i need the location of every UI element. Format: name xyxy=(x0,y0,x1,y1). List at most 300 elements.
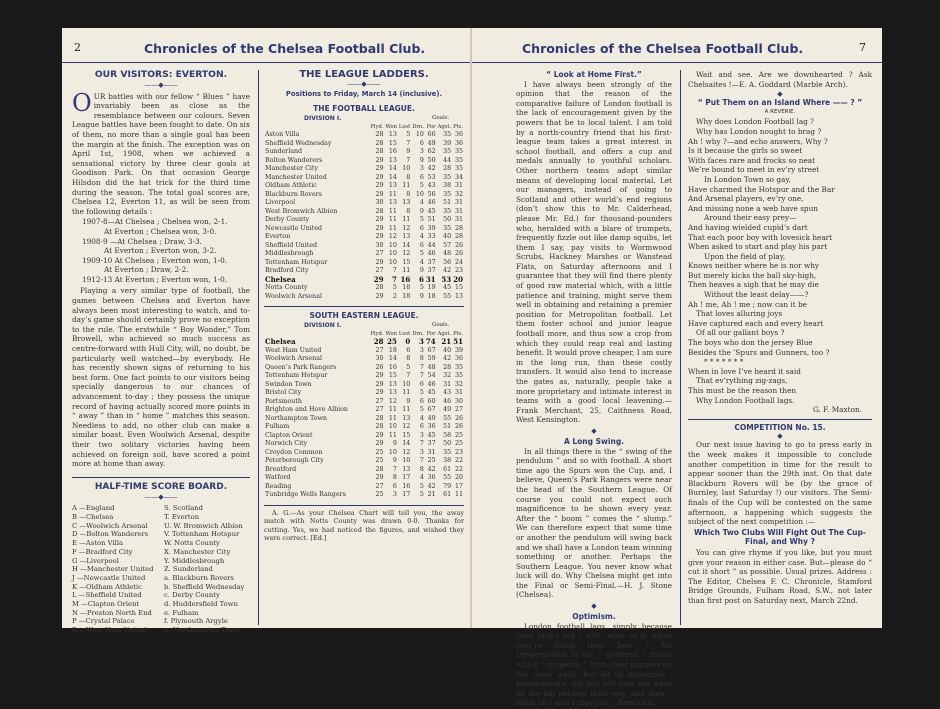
sel-row xyxy=(264,483,464,492)
sel-cell: 28 xyxy=(373,337,384,347)
poem-line: Besides the ’Spurs and Gunners, too ? xyxy=(688,347,830,357)
ht-left-item: G —Liverpool xyxy=(72,556,119,565)
fl-cell: 66 xyxy=(427,131,436,139)
poem-line: That loves alluring joys xyxy=(696,309,783,319)
left-running-head xyxy=(62,38,472,60)
fl-cell: 5 xyxy=(419,216,424,224)
sel-header-cell: Drn. xyxy=(412,330,424,337)
sel-cell: 6 xyxy=(419,423,424,431)
fl-cell: 15 xyxy=(388,139,397,147)
ht-right-item: g. Northampton Town xyxy=(164,626,240,635)
ht-left-item: D —Bolton Wanderers xyxy=(72,530,149,539)
fl-cell: 8 xyxy=(406,190,411,198)
right-column-divider xyxy=(680,70,681,625)
sel-cell: 36 xyxy=(427,474,436,482)
fl-cell: 30 xyxy=(375,241,384,249)
fl-cell: 10 xyxy=(388,258,397,266)
fl-cell: 2 xyxy=(392,292,397,300)
sel-team: Norwich City xyxy=(265,440,308,448)
fl-cell: 29 xyxy=(375,292,384,300)
sel-cell: 9 xyxy=(392,440,397,448)
fl-cell: 29 xyxy=(375,233,384,241)
sel-team: Fulham xyxy=(265,423,290,431)
optimism-ornament: ◆ xyxy=(591,602,597,611)
fl-cell: 28 xyxy=(375,284,384,292)
sel-team: Chelsea xyxy=(265,337,296,347)
sel-cell: 13 xyxy=(388,380,397,388)
fl-cell: 8 xyxy=(406,173,411,181)
poem-line: Upon the field of play, xyxy=(704,251,786,261)
fl-team: Everton xyxy=(265,233,291,241)
note-rule xyxy=(264,505,464,506)
fl-row xyxy=(264,182,464,191)
fl-row xyxy=(264,208,464,217)
sel-team: West Ham United xyxy=(265,346,322,354)
sel-header-cell: Agst. xyxy=(437,330,452,337)
south-eastern-subhead xyxy=(264,321,464,330)
fl-cell: 36 xyxy=(454,139,463,147)
ht-left-item: N —Preston North End xyxy=(72,608,152,617)
sel-cell: 6 xyxy=(406,346,411,354)
fl-cell: 35 xyxy=(443,148,452,156)
poem-line: Why has London nought to brag ? xyxy=(696,126,822,136)
fl-cell: 7 xyxy=(406,139,411,147)
poem-lines xyxy=(688,117,872,405)
sel-cell: 29 xyxy=(375,380,384,388)
fl-cell: 10 xyxy=(388,241,397,249)
sel-cell: 6 xyxy=(419,397,424,405)
fl-goals-label: Goals. xyxy=(432,114,450,121)
letters-column xyxy=(516,68,672,709)
sel-cell: 3 xyxy=(419,448,424,456)
fl-cell: 29 xyxy=(375,216,384,224)
fl-cell: 27 xyxy=(375,250,384,258)
fl-cell: 50 xyxy=(443,216,452,224)
right-running-head xyxy=(472,38,882,60)
poem-line: Why London Football lags. xyxy=(696,395,795,405)
sel-row xyxy=(264,347,464,356)
fl-cell: 13 xyxy=(388,182,397,190)
sel-cell: 39 xyxy=(454,346,463,354)
fl-cell: 35 xyxy=(443,173,452,181)
competition-body2: You can give rhyme if you like, but you must give your reason in either case. But—please do “ cut it short ” as possible. Usual prizes. Address : The Editor, Chelsea F. C. Chronicle, Stamford Bridge Grounds, Fulham Road, S.W., not later than first post on Saturday next, March 22nd. xyxy=(688,547,872,605)
sel-cell: 58 xyxy=(443,431,452,439)
fl-team: Blackburn Rovers xyxy=(265,190,322,198)
sel-cell: 31 xyxy=(427,448,436,456)
sel-team: Woolwich Arsenal xyxy=(265,355,322,363)
fl-cell: 29 xyxy=(375,182,384,190)
ht-right-item: U. W. Bromwich Albion xyxy=(164,521,243,530)
sel-cell: 61 xyxy=(443,465,452,473)
sel-cell: 37 xyxy=(427,440,436,448)
sel-cell: 31 xyxy=(454,389,463,397)
sel-cell: 28 xyxy=(375,414,384,422)
sel-cell: 18 xyxy=(388,346,397,354)
left-header-rule xyxy=(62,62,472,63)
fl-cell: 46 xyxy=(427,250,436,258)
sel-cell: 21 xyxy=(427,491,436,499)
fl-cell: 18 xyxy=(427,292,436,300)
fl-cell: 13 xyxy=(388,131,397,139)
sel-cell: 27 xyxy=(454,406,463,414)
sel-cell: 61 xyxy=(443,491,452,499)
fl-division: DIVISION I. xyxy=(304,114,342,122)
fl-team: Oldham Athletic xyxy=(265,182,317,190)
poem-line: When asked to start and play his part xyxy=(688,242,828,252)
sel-cell: 45 xyxy=(427,389,436,397)
sel-cell: 7 xyxy=(419,372,424,380)
ht-right-item: f. Plymouth Argyle xyxy=(164,617,228,626)
fl-cell: 35 xyxy=(443,207,452,215)
sel-cell: 27 xyxy=(375,397,384,405)
fl-header-cell: Won xyxy=(385,123,397,130)
fl-team: Woolwich Arsenal xyxy=(265,292,322,300)
sel-team: Tunbridge Wells Rangers xyxy=(265,491,346,499)
record-2b: At Everton ; Everton won, 3-2. xyxy=(104,246,217,256)
sel-cell: 30 xyxy=(454,397,463,405)
competition-title: COMPETITION No. 15. xyxy=(734,422,826,432)
fl-team: Liverpool xyxy=(265,199,296,207)
fl-header-cell: Pts. xyxy=(453,123,463,130)
fl-cell: 11 xyxy=(402,216,411,224)
south-eastern-table xyxy=(264,330,464,500)
fl-cell: 48 xyxy=(443,250,452,258)
fl-cell: 15 xyxy=(402,258,411,266)
record-2a: 1908-9 —At Chelsea ; Draw, 3-3. xyxy=(82,236,202,246)
fl-cell: 56 xyxy=(427,190,436,198)
poem-line: Have captured each and every heart xyxy=(688,318,824,328)
sel-cell: 22 xyxy=(454,457,463,465)
sel-cell: 27 xyxy=(375,346,384,354)
sel-cell: 29 xyxy=(375,431,384,439)
sel-cell: 28 xyxy=(375,465,384,473)
fl-cell: 4 xyxy=(419,233,424,241)
ht-left-item: E —Aston Villa xyxy=(72,539,124,548)
ladders-ornament: ——◆—— xyxy=(347,79,381,88)
ht-right-item: b. Sheffield Wednesday xyxy=(164,582,245,591)
fl-cell: 42 xyxy=(443,267,452,275)
poem-line: Of all our gallant boys ? xyxy=(696,328,785,338)
poem-line: * * * * * * * xyxy=(704,357,744,367)
poem-ornament: ◆ xyxy=(777,90,783,99)
sel-team: Brentford xyxy=(265,465,297,473)
fl-row xyxy=(264,165,464,174)
sel-cell: 5 xyxy=(419,389,424,397)
sel-cell: 15 xyxy=(402,431,411,439)
sel-row xyxy=(264,474,464,483)
football-league-subhead xyxy=(264,114,464,123)
fl-cell: 16 xyxy=(400,274,411,284)
fl-cell: 13 xyxy=(402,199,411,207)
sel-cell: 60 xyxy=(427,397,436,405)
fl-cell: 28 xyxy=(375,207,384,215)
left-column-divider xyxy=(258,70,259,625)
sel-cell: 49 xyxy=(427,414,436,422)
fl-cell: 57 xyxy=(443,241,452,249)
ht-right-item: Z. Sunderland xyxy=(164,565,213,574)
fl-cell: 23 xyxy=(454,267,463,275)
fl-cell: 31 xyxy=(454,199,463,207)
fl-header-team xyxy=(264,123,369,132)
poem-line: And having wielded cupid’s dart xyxy=(688,222,808,232)
poem-line: When in love I’ve heard it said xyxy=(688,366,801,376)
sel-cell: 7 xyxy=(419,363,424,371)
sel-cell: 42 xyxy=(443,355,452,363)
record-4a: 1912-13 At Everton ; Everton won, 1-0. xyxy=(82,274,228,284)
fl-cell: 9 xyxy=(419,267,424,275)
fl-row xyxy=(264,242,464,251)
poem-line: Is it because the girls so sweet xyxy=(688,146,803,156)
sel-cell: 10 xyxy=(388,423,397,431)
left-page xyxy=(62,28,472,635)
fl-cell: 5 xyxy=(406,131,411,139)
sel-cell: 26 xyxy=(454,423,463,431)
fl-team: Newcastle United xyxy=(265,224,323,232)
sel-row xyxy=(264,338,464,347)
poem-line: That each poor boy with lovesick heart xyxy=(688,232,833,242)
fl-cell: 5 xyxy=(419,284,424,292)
fl-cell: 16 xyxy=(388,148,397,156)
fl-team: Middlesbrough xyxy=(265,250,314,258)
fl-team: West Bromwich Albion xyxy=(265,207,338,215)
sel-cell: 55 xyxy=(443,414,452,422)
fl-cell: 9 xyxy=(419,292,424,300)
sel-cell: 13 xyxy=(402,414,411,422)
fl-cell: 42 xyxy=(427,165,436,173)
sel-row xyxy=(264,415,464,424)
sel-row xyxy=(264,440,464,449)
ht-right-item: S. Scotland xyxy=(164,504,203,513)
ladders-subtitle: Positions to Friday, March 14 (inclusive). xyxy=(285,89,443,98)
fl-cell: 20 xyxy=(453,274,463,284)
fl-cell: 28 xyxy=(375,131,384,139)
sel-cell: 25 xyxy=(387,337,397,347)
visitors-title: OUR VISITORS: EVERTON. xyxy=(94,69,228,80)
fl-cell: 18 xyxy=(402,292,411,300)
sel-cell: 20 xyxy=(454,474,463,482)
sel-cell: 12 xyxy=(388,397,397,405)
sel-cell: 11 xyxy=(402,406,411,414)
fl-header-row xyxy=(264,123,464,132)
ht-left-item: F —Bradford City xyxy=(72,547,133,556)
fl-cell: 13 xyxy=(454,292,463,300)
fl-cell: 30 xyxy=(375,199,384,207)
left-running-title: Chronicles of the Chelsea Football Club. xyxy=(144,41,426,56)
sel-cell: 28 xyxy=(443,363,452,371)
sel-cell: 11 xyxy=(388,414,397,422)
fl-team: Sheffield Wednesday xyxy=(265,139,332,147)
sel-cell: 51 xyxy=(453,337,463,347)
fl-cell: 12 xyxy=(388,233,397,241)
sel-cell: 4 xyxy=(419,414,424,422)
sel-cell: 26 xyxy=(375,363,384,371)
ht-left-item: M —Clapton Orient xyxy=(72,600,140,609)
sel-cell: 49 xyxy=(443,406,452,414)
sel-cell: 29 xyxy=(375,372,384,380)
sel-cell: 7 xyxy=(419,440,424,448)
fl-row xyxy=(264,191,464,200)
ht-left-item: R —West Ham United xyxy=(72,626,147,635)
fl-cell: 10 xyxy=(402,165,411,173)
ht-right-item: V. Tottenham Hotspur xyxy=(164,530,240,539)
sel-row xyxy=(264,423,464,432)
sel-cell: 35 xyxy=(454,372,463,380)
fl-cell: 31 xyxy=(454,207,463,215)
fl-cell: 28 xyxy=(375,139,384,147)
fl-cell: 32 xyxy=(454,190,463,198)
fl-cell: 13 xyxy=(388,156,397,164)
sel-cell: 25 xyxy=(454,440,463,448)
fl-row xyxy=(264,233,464,242)
sel-cell: 11 xyxy=(454,491,463,499)
ht-right-item: d. Huddersfield Town xyxy=(164,600,238,609)
fl-cell: 9 xyxy=(406,148,411,156)
visitors-ornament: ——◆—— xyxy=(144,80,178,89)
fl-cell: 26 xyxy=(454,241,463,249)
ht-left-item: K —Oldham Athletic xyxy=(72,582,142,591)
fl-row xyxy=(264,259,464,268)
poem-line: Without the least delay——? xyxy=(704,290,809,300)
fl-header-cell: Lost xyxy=(398,123,411,130)
visitors-dropcap: O xyxy=(72,88,92,117)
sel-cell: 10 xyxy=(388,448,397,456)
fl-cell: 51 xyxy=(443,199,452,207)
ht-left-item: L —Sheffield United xyxy=(72,591,142,600)
fl-cell: 28 xyxy=(443,165,452,173)
fl-cell: 13 xyxy=(388,199,397,207)
record-1a: 1907-8—At Chelsea ; Chelsea won, 2-1. xyxy=(82,217,228,227)
sel-cell: 21 xyxy=(441,337,452,347)
sel-cell: 12 xyxy=(402,448,411,456)
sel-cell: 3 xyxy=(419,346,424,354)
ht-left-item: B —Chelsea xyxy=(72,513,114,522)
ht-right-item: T. Everton xyxy=(164,513,200,522)
wait-and-see: Wait and see. Are we downhearted ? Ask Chelsaites !—E. A. Goddard (Marble Arch). xyxy=(688,70,872,89)
competition-question: Which Two Clubs Will Fight Out The Cup-Final, and Why ? xyxy=(693,527,866,547)
fl-team: Aston Villa xyxy=(265,131,300,139)
poem-line: Then heaves a sigh that he may die xyxy=(688,280,819,290)
sel-cell: 16 xyxy=(402,482,411,490)
ht-right-item: W. Notts County xyxy=(164,539,220,548)
sel-cell: 42 xyxy=(427,465,436,473)
fl-cell: 33 xyxy=(427,233,436,241)
fl-cell: 53 xyxy=(441,274,452,284)
fl-cell: 35 xyxy=(443,224,452,232)
ladders-title: THE LEAGUE LADDERS. xyxy=(299,69,429,80)
sel-cell: 35 xyxy=(454,363,463,371)
long-swing-ornament: ◆ xyxy=(591,426,597,435)
sel-cell: 25 xyxy=(375,448,384,456)
sel-team: Peterborough City xyxy=(265,457,324,465)
poem-line: In London Town so gay, xyxy=(704,174,791,184)
halftime-rule xyxy=(72,477,250,478)
long-swing-body: In all things there is the “ swing of the pendulum ” and so with football. A short time ago the Spurs won the Cup, and, I believe, Queen’s Park Rangers were near the head of the Southern League. Of course you could not expect such magnificence to be shown every year. After the “ boom ” comes the “ slump.” We can therefore expect that some time or another the pendulum will swing back and we shall have a London team winning something or another. Perhaps the Southern League. You never know what luck will do. Why Chelsea might get into the Final or Semi-Final.—H. J. Stone (Chelsea). xyxy=(516,446,672,600)
ht-left-item: C —Woolwich Arsenal xyxy=(72,521,148,530)
fl-cell: 5 xyxy=(419,182,424,190)
ladders-column xyxy=(264,68,464,544)
competition-body: Our next issue having to go to press early in the week makes it impossible to conclude another competition in time for the result to appear sooner than the 29th inst. On that date Blackburn Rovers will be (by the grace of Burnley, last Saturday !) our visitors. The Semi-finals of the Cup will be contested on the same afternoon, a happening which suggests the subject of the next competition :— xyxy=(688,440,872,527)
poem-line: And Arsenal players, ev’ry one, xyxy=(688,194,804,204)
fl-cell: 6 xyxy=(419,274,424,284)
sel-header-cell: For xyxy=(426,330,436,337)
poem-title: “ Put Them on an Island Where —— ? ” xyxy=(697,98,863,108)
fl-cell: 7 xyxy=(392,274,397,284)
fl-row xyxy=(264,216,464,225)
fl-cell: 29 xyxy=(375,258,384,266)
sel-row xyxy=(264,457,464,466)
poem-line: Ah ! why ?—and echo answers, Why ? xyxy=(688,136,828,146)
sel-cell: 13 xyxy=(388,389,397,397)
ht-left-item: A —England xyxy=(72,504,115,513)
fl-cell: 6 xyxy=(419,241,424,249)
football-league-title: THE FOOTBALL LEAGUE. xyxy=(313,104,415,114)
fl-team: Bradford City xyxy=(265,267,309,275)
sel-cell: 36 xyxy=(427,423,436,431)
sel-row xyxy=(264,466,464,475)
fl-cell: 12 xyxy=(402,224,411,232)
sel-cell: 13 xyxy=(402,465,411,473)
fl-cell: 24 xyxy=(454,258,463,266)
fl-cell: 8 xyxy=(406,207,411,215)
poem-line: Around their easy prey— xyxy=(704,213,797,223)
sel-header-cell: Pts. xyxy=(453,330,463,337)
sel-cell: 29 xyxy=(375,440,384,448)
fl-cell: 31 xyxy=(454,182,463,190)
fl-cell: 34 xyxy=(454,173,463,181)
sel-row xyxy=(264,449,464,458)
fl-row xyxy=(264,225,464,234)
poem-line: The boys who don the jersey Blue xyxy=(688,338,813,348)
sel-cell: 8 xyxy=(419,355,424,363)
fl-cell: 11 xyxy=(402,182,411,190)
sel-team: Reading xyxy=(265,482,292,490)
fl-cell: 9 xyxy=(419,156,424,164)
sel-row xyxy=(264,491,464,500)
ht-left-item: H —Manchester United xyxy=(72,565,154,574)
fl-cell: 14 xyxy=(388,173,397,181)
fl-cell: 6 xyxy=(419,173,424,181)
fl-row xyxy=(264,199,464,208)
fl-row xyxy=(264,174,464,183)
fl-team: Sunderland xyxy=(265,148,303,156)
sel-cell: 11 xyxy=(388,431,397,439)
sel-cell: 14 xyxy=(402,440,411,448)
fl-cell: 39 xyxy=(443,139,452,147)
fl-cell: 14 xyxy=(402,241,411,249)
sel-cell: 6 xyxy=(419,380,424,388)
sel-cell: 23 xyxy=(454,448,463,456)
fl-team: Manchester City xyxy=(265,165,318,173)
long-swing-title: A Long Swing. xyxy=(563,436,625,446)
halftime-left-list xyxy=(72,504,158,635)
fl-cell: 31 xyxy=(454,216,463,224)
football-league-table xyxy=(264,123,464,302)
visitors-column xyxy=(72,68,250,635)
fl-cell: 35 xyxy=(454,156,463,164)
editor-note: A. G.—As your Chelsea Chart will tell you, the away match with Notts County was drawn 0-0. Thanks for cutting. Yes, we had noticed the figures, and wished they were correct. [Ed.] xyxy=(264,508,464,543)
fl-cell: 29 xyxy=(375,165,384,173)
fl-cell: 45 xyxy=(427,207,436,215)
fl-cell: 29 xyxy=(375,173,384,181)
sel-cell: 25 xyxy=(375,491,384,499)
sel-team: Queen’s Park Rangers xyxy=(265,363,337,371)
fl-cell: 11 xyxy=(388,190,397,198)
fl-cell: 7 xyxy=(406,156,411,164)
fl-cell: 28 xyxy=(454,224,463,232)
fl-cell: 10 xyxy=(415,190,424,198)
poem-subtitle: A REVERIE. xyxy=(764,108,796,115)
sel-cell: 50 xyxy=(443,440,452,448)
